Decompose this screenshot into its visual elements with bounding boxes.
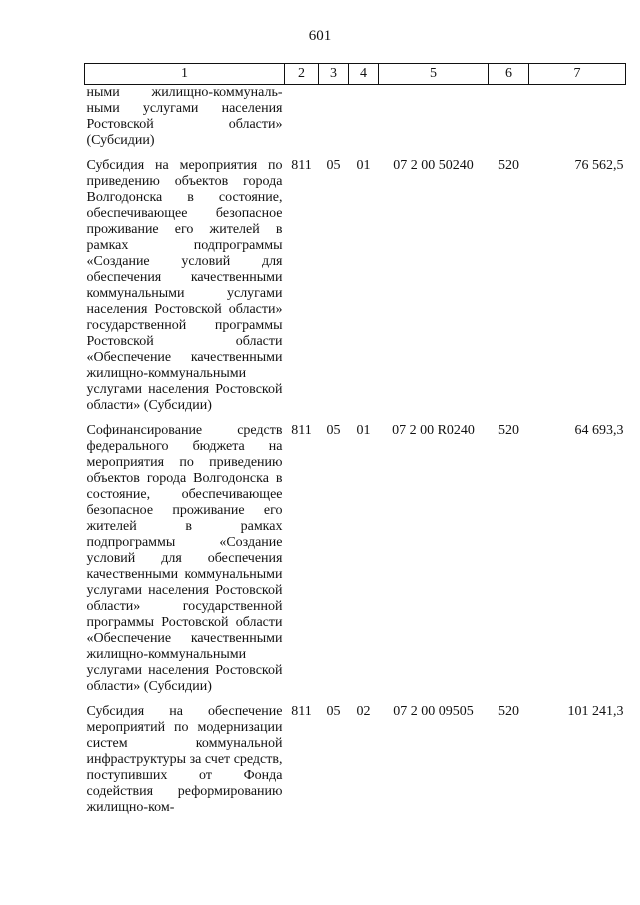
header-col-7: 7 xyxy=(529,64,626,85)
budget-table xyxy=(84,63,626,816)
row-col-3: 05 xyxy=(326,423,341,438)
row-col-4: 02 xyxy=(356,704,371,719)
row-col-3 xyxy=(319,85,349,150)
row-col-5: 07 2 00 R0240 xyxy=(392,423,475,438)
row-col-3: 05 xyxy=(326,158,341,173)
table-row xyxy=(85,158,626,414)
header-col-4: 4 xyxy=(349,64,379,85)
row-col-3: 05 xyxy=(326,704,341,719)
header-row xyxy=(85,64,626,85)
row-col-4 xyxy=(349,85,379,150)
row-col-5 xyxy=(379,85,489,150)
row-col-7: 101 241,3 xyxy=(567,704,624,719)
row-col-2: 811 xyxy=(291,423,312,438)
row-col-7 xyxy=(529,85,626,150)
row-spacer xyxy=(85,695,626,704)
spacer-cell xyxy=(85,149,626,158)
row-spacer xyxy=(85,414,626,423)
row-col-5: 07 2 00 50240 xyxy=(393,158,474,173)
row-name: ными жилищно-коммуналь-ными услугами населения Ростовской области» (Субсидии) xyxy=(86,85,283,148)
row-col-2 xyxy=(285,85,319,150)
row-col-7: 76 562,5 xyxy=(574,158,624,173)
header-col-5: 5 xyxy=(379,64,489,85)
row-col-2: 811 xyxy=(291,704,312,719)
row-col-7: 64 693,3 xyxy=(574,423,624,438)
row-name: Субсидия на мероприятия по приведению объектов города Волгодонска в состояние, обеспечивающее безопасное проживание его жителей в рамках подпрограммы «Создание условий для обеспечения качественными коммунальными услугами населения Ростовской области» государственной программы Ростовской области «Обеспечение качественными жилищно-коммунальными услугами населения Ростовской области» (Субсидии) xyxy=(86,158,283,413)
table-row xyxy=(85,704,626,816)
row-col-4: 01 xyxy=(356,158,371,173)
table-row xyxy=(85,85,626,150)
header-col-3: 3 xyxy=(319,64,349,85)
header-col-2: 2 xyxy=(285,64,319,85)
spacer-cell xyxy=(85,414,626,423)
header-col-1: 1 xyxy=(85,64,285,85)
row-col-6 xyxy=(489,85,529,150)
spacer-cell xyxy=(85,695,626,704)
row-spacer xyxy=(85,149,626,158)
row-col-4: 01 xyxy=(356,423,371,438)
row-col-2: 811 xyxy=(291,158,312,173)
row-col-5: 07 2 00 09505 xyxy=(393,704,474,719)
row-col-6: 520 xyxy=(498,158,519,173)
table-row xyxy=(85,423,626,695)
header-col-6: 6 xyxy=(489,64,529,85)
page-number: 601 xyxy=(308,28,332,44)
row-col-6: 520 xyxy=(498,704,519,719)
row-name: Софинансирование средств федерального бюджета на мероприятия по приведению объектов города Волгодонска в состояние, обеспечивающее безопасное проживание его жителей в рамках подпрограммы «Создание условий для обеспечения качественными коммунальными услугами населения Ростовской области» государственной программы Ростовской области «Обеспечение качественными жилищно-коммунальными услугами населения Ростовской области» (Субсидии) xyxy=(86,423,283,694)
row-name: Субсидия на обеспечение мероприятий по модернизации систем коммунальной инфраструктуры за счет средств, поступивших от Фонда содействия реформированию жилищно-ком- xyxy=(86,704,283,815)
row-col-6: 520 xyxy=(498,423,519,438)
